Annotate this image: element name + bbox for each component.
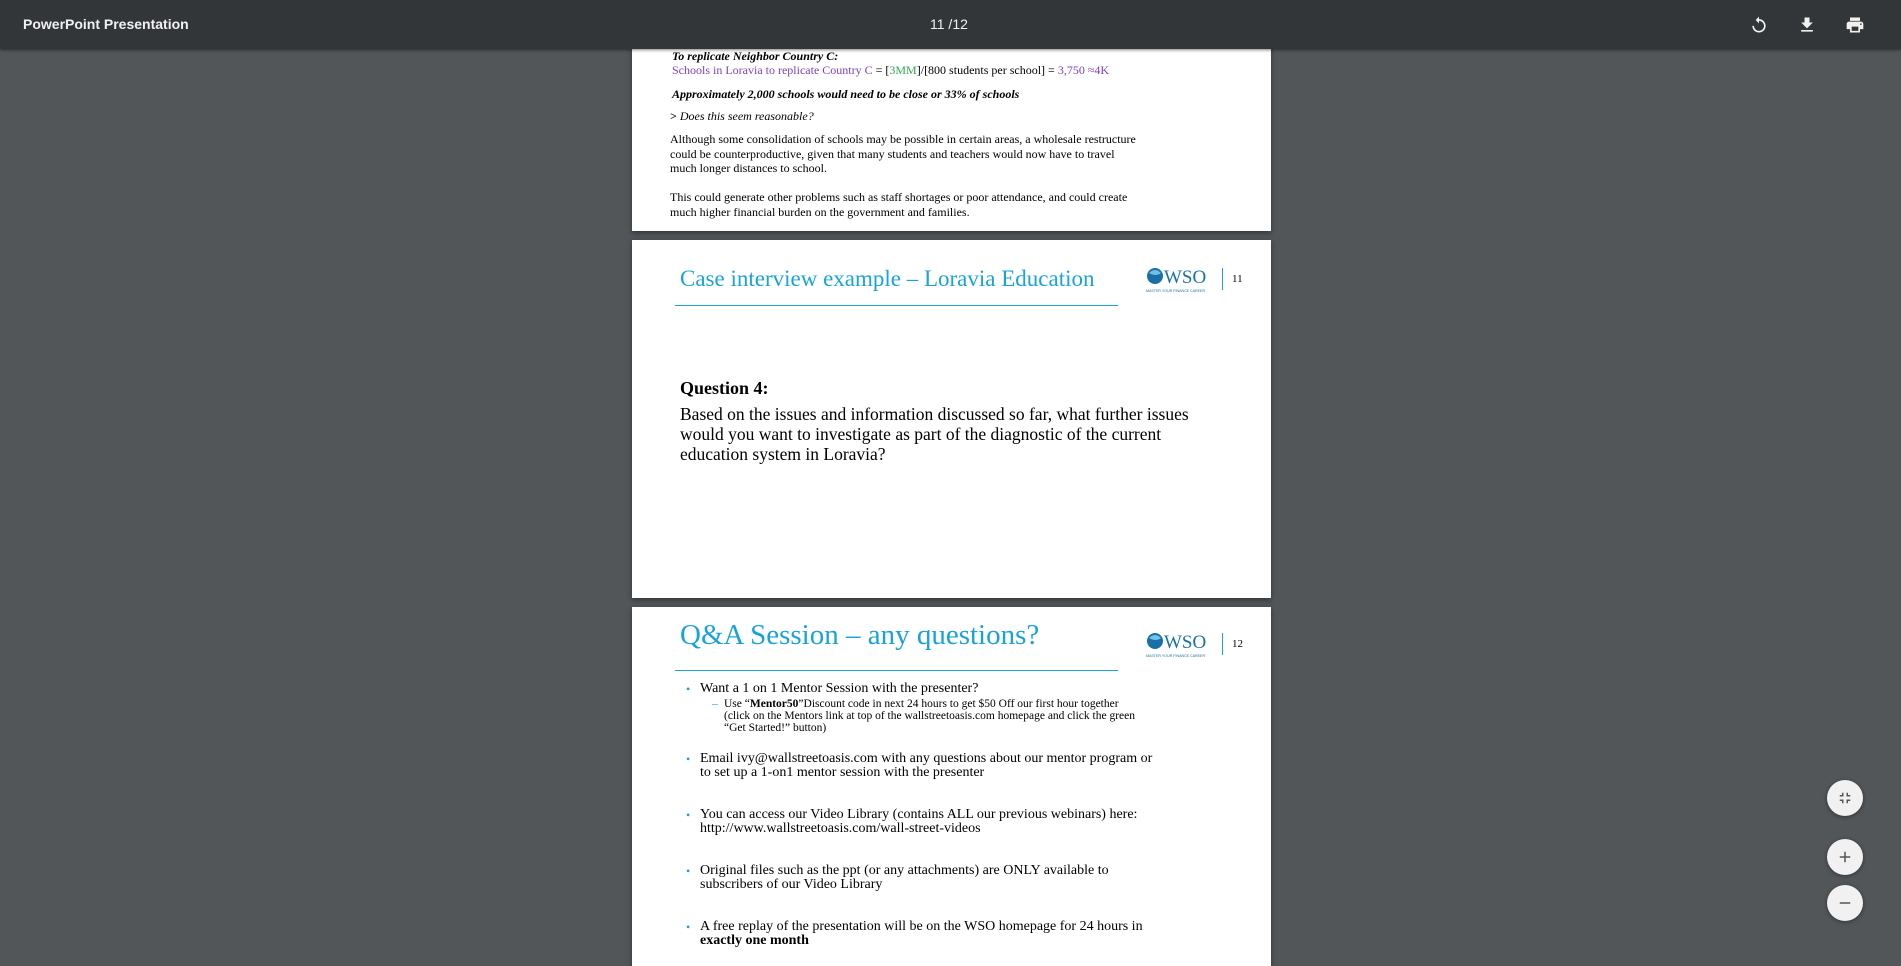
download-button[interactable] [1794,12,1820,38]
zoom-in-button[interactable] [1827,839,1863,875]
formula-part1: Schools in Loravia to replicate Country C [672,63,873,77]
paragraph-2 [670,190,1127,219]
bullet-3-line1: You can access our Video Library (contains ALL our previous webinars) here: [700,807,1138,822]
question-line-1: Based on the issues and information discussed so far, what further issues [680,404,1189,424]
bullet-5-line2: exactly one month [700,933,809,948]
bullet-free-replay [686,920,1226,948]
logo-separator [1222,633,1223,655]
bullet-2-line1: Email ivy@wallstreetoasis.com with any questions about our mentor program or [700,751,1153,766]
question-label: Question 4: [680,378,769,398]
rotate-button[interactable] [1746,12,1772,38]
bullet-3-line2: http://www.wallstreetoasis.com/wall-street-videos [700,821,981,836]
sub-text-line3: “Get Started!” button) [724,722,827,734]
formula-3mm: 3MM [889,63,917,77]
formula-part2: ]/[800 students per school] = [916,63,1058,77]
para1-line3: much longer distances to school. [670,161,827,175]
wso-logo-text: WSO [1164,267,1207,288]
page-10 [632,49,1271,231]
formula-eq: = [ [872,63,890,77]
slide-number: 11 [1232,273,1243,285]
page-11 [632,240,1271,598]
wso-logo [1146,629,1216,659]
title-divider [675,670,1118,671]
bullet-list [686,682,1226,948]
bullet-mentor-session [686,682,1226,734]
discount-code: Mentor50 [749,698,799,710]
wso-logo-tagline: MASTER YOUR FINANCE CAREER [1146,289,1206,293]
question-body [680,404,1189,464]
question-text: Does this seem reasonable? [676,109,814,123]
sub-bullet-discount [700,698,1226,734]
document-title: PowerPoint Presentation [23,16,189,32]
sub-text-line1: ”Discount code in next 24 hours to get $50 Off our first hour together [798,698,1119,710]
sub-text-line2: (click on the Mentors link at top of the wallstreetoasis.com homepage and click the green [724,710,1135,722]
paragraph-1 [670,132,1136,176]
zoom-out-button[interactable] [1827,885,1863,921]
para2-line1: This could generate other problems such as staff shortages or poor attendance, and could create [670,190,1128,204]
slide-title: Q&A Session – any questions? [680,619,1040,651]
fit-to-page-button[interactable] [1827,780,1863,816]
para1-line2: could be counterproductive, given that many students and teachers would now have to travel [670,146,1115,161]
question-line [670,109,814,124]
bullet-5-line1: A free replay of the presentation will be on the WSO homepage for 24 hours in [700,919,1143,934]
bullet-email [686,752,1226,780]
rotate-icon [1749,15,1769,35]
formula-line [672,63,1109,78]
bullet-2-line2: to set up a 1-on1 mentor session with the presenter [700,765,985,780]
replicate-heading: To replicate Neighbor Country C: [672,49,839,63]
page-12 [632,607,1271,966]
logo-separator [1222,268,1223,290]
question-line-3: education system in Loravia? [680,444,886,464]
fit-to-page-icon [1836,789,1854,807]
print-icon [1845,15,1865,35]
question-line-2: would you want to investigate as part of the diagnostic of the current [680,424,1162,444]
zoom-in-icon [1836,848,1854,866]
wso-logo-tagline: MASTER YOUR FINANCE CAREER [1146,654,1206,658]
zoom-out-icon [1836,894,1854,912]
para1-line1: Although some consolidation of schools may be possible in certain areas, a wholesale restructure [670,132,1136,146]
sub-text-pre: Use “ [724,698,750,710]
approx-line: Approximately 2,000 schools would need to be close or 33% of schools [672,87,1020,101]
bullet-4-line2: subscribers of our Video Library [700,877,883,892]
formula-result: 3,750 ≈4K [1057,63,1110,77]
bullet-4-line1: Original files such as the ppt (or any attachments) are ONLY available to [700,863,1109,878]
para2-line2: much higher financial burden on the government and families. [670,204,970,219]
bullet-original-files [686,864,1226,892]
question-marker: > [670,109,677,123]
slide-number: 12 [1232,638,1243,650]
wso-logo [1146,264,1216,294]
title-divider [675,305,1118,306]
download-icon [1797,15,1817,35]
page-indicator[interactable]: 11 /12 [930,16,968,32]
wso-logo-text: WSO [1164,632,1207,653]
bullet-video-library [686,808,1226,836]
document-viewer[interactable] [0,49,1901,966]
print-button[interactable] [1842,12,1868,38]
pdf-toolbar [0,0,1901,49]
slide-title: Case interview example – Loravia Education [680,266,1095,291]
bullet-1-text: Want a 1 on 1 Mentor Session with the presenter? [700,681,979,696]
